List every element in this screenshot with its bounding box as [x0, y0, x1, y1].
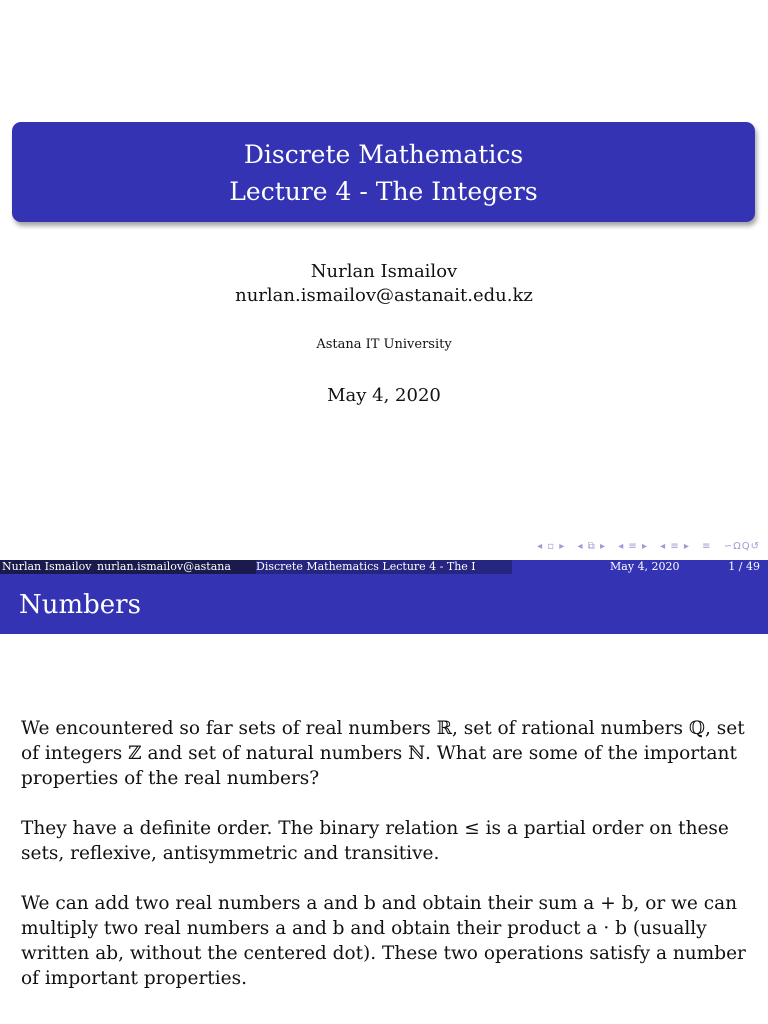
- nav-search-icon[interactable]: ∽ΩQ↺: [723, 541, 760, 552]
- frame-title-bar: [0, 574, 768, 634]
- nav-section-icon[interactable]: ◂ ≡ ▸: [618, 541, 648, 552]
- footer-lecture: Lecture 4 - The I: [382, 560, 476, 573]
- footer-email: nurlan.ismailov@astana: [96, 560, 231, 573]
- presentation-title: Discrete Mathematics: [243, 140, 524, 169]
- page-number: 1 / 49: [728, 560, 760, 573]
- institute: Astana IT University: [316, 337, 452, 352]
- paragraph: They have a definite order. The binary relation ≤ is a partial order on these sets, reflexive, antisymmetric and transitive.: [21, 818, 729, 864]
- footer-date-segment: [512, 560, 768, 574]
- author-block: [0, 260, 768, 308]
- author-email: nurlan.ismailov@astanait.edu.kz: [235, 285, 533, 306]
- footer-date: May 4, 2020: [610, 560, 680, 573]
- nav-frame-icon[interactable]: ◂ ▫ ▸: [537, 541, 566, 552]
- footer-author: Nurlan Ismailov: [2, 560, 92, 573]
- author-name: Nurlan Ismailov: [310, 261, 458, 282]
- frame-title: Numbers: [19, 590, 141, 620]
- nav-align-icon[interactable]: ≡: [702, 541, 712, 552]
- paragraph: We can add two real numbers a and b and obtain their sum a + b, or we can multiply two real numbers a and b and obtain their product a · b (usually written ab, without the centered dot). These two operations satisfy a number of important properties.: [21, 893, 746, 989]
- footer-title: Discrete Mathematics: [256, 560, 379, 573]
- footer-title-segment: [256, 560, 512, 574]
- presentation-subtitle: Lecture 4 - The Integers: [229, 177, 538, 206]
- footer-bar: [0, 560, 768, 574]
- nav-document-icon[interactable]: ◂ ≡ ▸: [660, 541, 690, 552]
- slide-body: [21, 716, 751, 1016]
- presentation-date: May 4, 2020: [327, 385, 441, 406]
- nav-subsection-icon[interactable]: ◂ ⧉ ▸: [577, 541, 607, 552]
- beamer-navigation: [529, 541, 760, 552]
- footer-author-segment: [0, 560, 256, 574]
- paragraph: We encountered so far sets of real numbers ℝ, set of rational numbers ℚ, set of integers ℤ and set of natural numbers ℕ. What are some of the important properties of the real numbers?: [21, 718, 745, 789]
- title-block: [12, 122, 755, 222]
